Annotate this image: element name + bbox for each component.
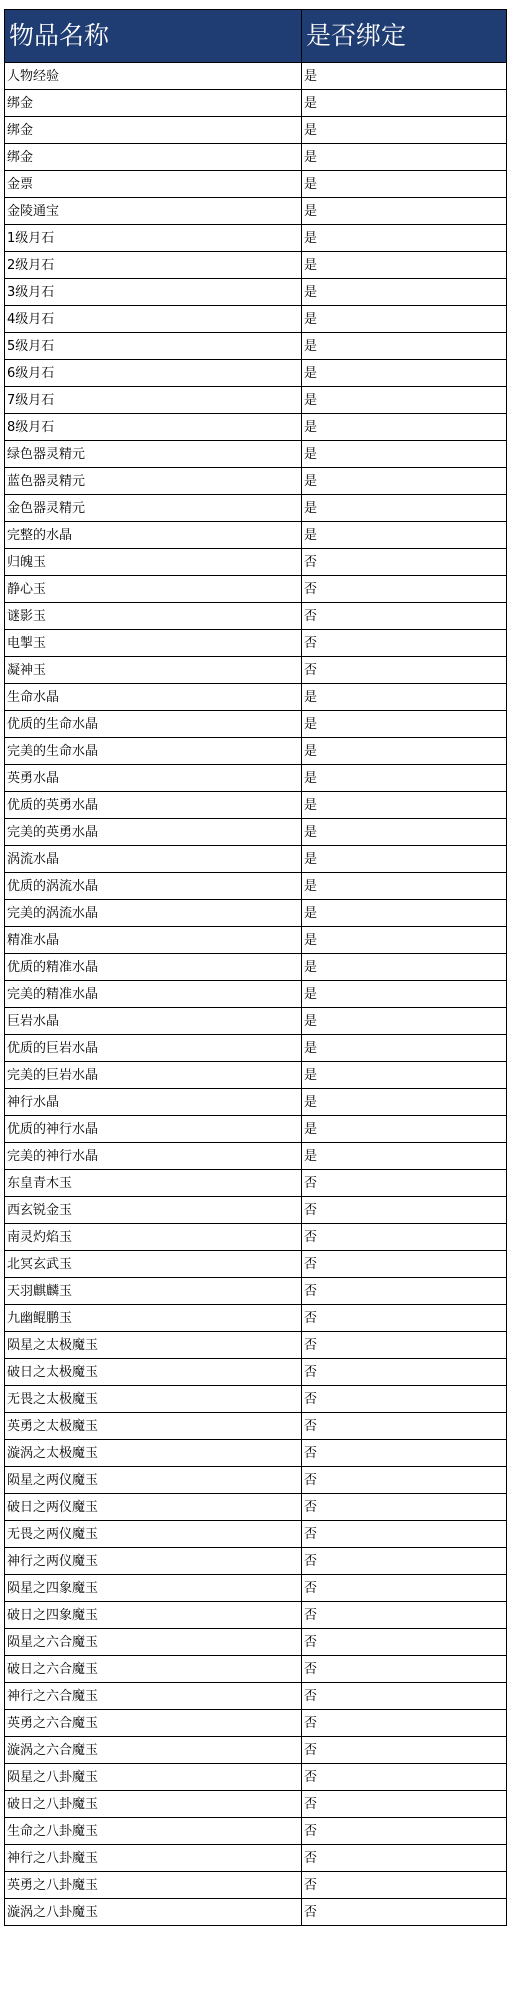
table-row xyxy=(4,440,507,467)
table-row xyxy=(4,1034,507,1061)
item-name-cell[interactable]: 7级月石 xyxy=(4,386,302,414)
item-name-cell[interactable]: 完美的英勇水晶 xyxy=(4,818,302,846)
table-row xyxy=(4,1520,507,1547)
is-bound-cell[interactable]: 否 xyxy=(301,1412,507,1440)
item-name-cell[interactable]: 英勇之六合魔玉 xyxy=(4,1709,302,1737)
spreadsheet-table xyxy=(4,9,507,1925)
is-bound-cell[interactable]: 是 xyxy=(301,980,507,1008)
header-is-bound[interactable]: 是否绑定 xyxy=(301,9,507,63)
item-name-cell[interactable]: 陨星之六合魔玉 xyxy=(4,1628,302,1656)
item-name-cell[interactable]: 漩涡之六合魔玉 xyxy=(4,1736,302,1764)
is-bound-cell[interactable]: 否 xyxy=(301,1385,507,1413)
is-bound-cell[interactable]: 是 xyxy=(301,764,507,792)
item-name-cell[interactable]: 优质的精准水晶 xyxy=(4,953,302,981)
item-name-cell[interactable]: 陨星之四象魔玉 xyxy=(4,1574,302,1602)
table-row xyxy=(4,1007,507,1034)
item-name-cell[interactable]: 6级月石 xyxy=(4,359,302,387)
table-row xyxy=(4,1466,507,1493)
item-name-cell[interactable]: 优质的涡流水晶 xyxy=(4,872,302,900)
item-name-cell[interactable]: 绑金 xyxy=(4,89,302,117)
item-name-cell[interactable]: 优质的生命水晶 xyxy=(4,710,302,738)
item-name-cell[interactable]: 神行水晶 xyxy=(4,1088,302,1116)
item-name-cell[interactable]: 破日之六合魔玉 xyxy=(4,1655,302,1683)
item-name-cell[interactable]: 无畏之太极魔玉 xyxy=(4,1385,302,1413)
item-name-cell[interactable]: 完整的水晶 xyxy=(4,521,302,549)
table-row xyxy=(4,278,507,305)
item-name-cell[interactable]: 涡流水晶 xyxy=(4,845,302,873)
is-bound-cell[interactable]: 否 xyxy=(301,1844,507,1872)
table-row xyxy=(4,737,507,764)
is-bound-cell[interactable]: 是 xyxy=(301,359,507,387)
table-row xyxy=(4,1412,507,1439)
table-row xyxy=(4,683,507,710)
item-name-cell[interactable]: 8级月石 xyxy=(4,413,302,441)
table-row xyxy=(4,1763,507,1790)
table-row xyxy=(4,1169,507,1196)
item-name-cell[interactable]: 巨岩水晶 xyxy=(4,1007,302,1035)
item-name-cell[interactable]: 陨星之太极魔玉 xyxy=(4,1331,302,1359)
table-row xyxy=(4,575,507,602)
item-name-cell[interactable]: 1级月石 xyxy=(4,224,302,252)
is-bound-cell[interactable]: 否 xyxy=(301,1169,507,1197)
table-row xyxy=(4,791,507,818)
item-name-cell[interactable]: 九幽鲲鹏玉 xyxy=(4,1304,302,1332)
is-bound-cell[interactable]: 否 xyxy=(301,1493,507,1521)
is-bound-cell[interactable]: 否 xyxy=(301,1763,507,1791)
table-row xyxy=(4,224,507,251)
is-bound-cell[interactable]: 否 xyxy=(301,1277,507,1305)
is-bound-cell[interactable]: 否 xyxy=(301,1898,507,1926)
table-row xyxy=(4,1790,507,1817)
is-bound-cell[interactable]: 是 xyxy=(301,494,507,522)
table-row xyxy=(4,602,507,629)
item-name-cell[interactable]: 人物经验 xyxy=(4,62,302,90)
item-name-cell[interactable]: 精准水晶 xyxy=(4,926,302,954)
is-bound-cell[interactable]: 否 xyxy=(301,1790,507,1818)
is-bound-cell[interactable]: 是 xyxy=(301,899,507,927)
table-row xyxy=(4,197,507,224)
is-bound-cell[interactable]: 是 xyxy=(301,845,507,873)
table-row xyxy=(4,521,507,548)
item-name-cell[interactable]: 陨星之两仪魔玉 xyxy=(4,1466,302,1494)
item-name-cell[interactable]: 4级月石 xyxy=(4,305,302,333)
is-bound-cell[interactable]: 否 xyxy=(301,1196,507,1224)
is-bound-cell[interactable]: 否 xyxy=(301,1547,507,1575)
item-name-cell[interactable]: 神行之两仪魔玉 xyxy=(4,1547,302,1575)
item-name-cell[interactable]: 完美的精准水晶 xyxy=(4,980,302,1008)
item-name-cell[interactable]: 破日之两仪魔玉 xyxy=(4,1493,302,1521)
is-bound-cell[interactable]: 是 xyxy=(301,1142,507,1170)
table-row xyxy=(4,1196,507,1223)
is-bound-cell[interactable]: 否 xyxy=(301,1304,507,1332)
is-bound-cell[interactable]: 是 xyxy=(301,413,507,441)
table-row xyxy=(4,980,507,1007)
item-name-cell[interactable]: 静心玉 xyxy=(4,575,302,603)
table-row xyxy=(4,629,507,656)
table-row xyxy=(4,1439,507,1466)
is-bound-cell[interactable]: 是 xyxy=(301,1007,507,1035)
is-bound-cell[interactable]: 是 xyxy=(301,305,507,333)
is-bound-cell[interactable]: 是 xyxy=(301,953,507,981)
is-bound-cell[interactable]: 是 xyxy=(301,818,507,846)
table-row xyxy=(4,1736,507,1763)
table-row xyxy=(4,710,507,737)
item-name-cell[interactable]: 3级月石 xyxy=(4,278,302,306)
table-row xyxy=(4,1142,507,1169)
item-name-cell[interactable]: 生命之八卦魔玉 xyxy=(4,1817,302,1845)
item-name-cell[interactable]: 绿色器灵精元 xyxy=(4,440,302,468)
is-bound-cell[interactable]: 否 xyxy=(301,1736,507,1764)
table-row xyxy=(4,332,507,359)
item-name-cell[interactable]: 蓝色器灵精元 xyxy=(4,467,302,495)
item-name-cell[interactable]: 破日之四象魔玉 xyxy=(4,1601,302,1629)
is-bound-cell[interactable]: 是 xyxy=(301,1088,507,1116)
is-bound-cell[interactable]: 否 xyxy=(301,1439,507,1467)
item-name-cell[interactable]: 陨星之八卦魔玉 xyxy=(4,1763,302,1791)
table-row xyxy=(4,899,507,926)
is-bound-cell[interactable]: 否 xyxy=(301,1817,507,1845)
is-bound-cell[interactable]: 是 xyxy=(301,710,507,738)
table-row xyxy=(4,1844,507,1871)
item-name-cell[interactable]: 无畏之两仪魔玉 xyxy=(4,1520,302,1548)
is-bound-cell[interactable]: 否 xyxy=(301,548,507,576)
table-row xyxy=(4,1385,507,1412)
is-bound-cell[interactable]: 否 xyxy=(301,1466,507,1494)
table-row xyxy=(4,953,507,980)
table-row xyxy=(4,386,507,413)
item-name-cell[interactable]: 优质的英勇水晶 xyxy=(4,791,302,819)
is-bound-cell[interactable]: 是 xyxy=(301,926,507,954)
table-row xyxy=(4,1250,507,1277)
table-row xyxy=(4,467,507,494)
is-bound-cell[interactable]: 是 xyxy=(301,467,507,495)
is-bound-cell[interactable]: 是 xyxy=(301,143,507,171)
item-name-cell[interactable]: 完美的巨岩水晶 xyxy=(4,1061,302,1089)
item-name-cell[interactable]: 英勇之八卦魔玉 xyxy=(4,1871,302,1899)
item-name-cell[interactable]: 优质的神行水晶 xyxy=(4,1115,302,1143)
table-row xyxy=(4,1709,507,1736)
table-row xyxy=(4,1655,507,1682)
is-bound-cell[interactable]: 否 xyxy=(301,1331,507,1359)
is-bound-cell[interactable]: 否 xyxy=(301,656,507,684)
is-bound-cell[interactable]: 是 xyxy=(301,278,507,306)
item-name-cell[interactable]: 破日之太极魔玉 xyxy=(4,1358,302,1386)
is-bound-cell[interactable]: 是 xyxy=(301,1034,507,1062)
is-bound-cell[interactable]: 否 xyxy=(301,1358,507,1386)
table-row xyxy=(4,143,507,170)
item-name-cell[interactable]: 凝神玉 xyxy=(4,656,302,684)
item-name-cell[interactable]: 谜影玉 xyxy=(4,602,302,630)
table-row xyxy=(4,1817,507,1844)
table-row xyxy=(4,494,507,521)
table-row xyxy=(4,1358,507,1385)
is-bound-cell[interactable]: 是 xyxy=(301,116,507,144)
item-name-cell[interactable]: 绑金 xyxy=(4,143,302,171)
table-row xyxy=(4,872,507,899)
item-name-cell[interactable]: 金陵通宝 xyxy=(4,197,302,225)
item-name-cell[interactable]: 漩涡之八卦魔玉 xyxy=(4,1898,302,1926)
item-name-cell[interactable]: 完美的生命水晶 xyxy=(4,737,302,765)
table-row xyxy=(4,170,507,197)
table-row xyxy=(4,1061,507,1088)
item-name-cell[interactable]: 神行之六合魔玉 xyxy=(4,1682,302,1710)
is-bound-cell[interactable]: 是 xyxy=(301,170,507,198)
table-row xyxy=(4,116,507,143)
item-name-cell[interactable]: 北冥玄武玉 xyxy=(4,1250,302,1278)
table-row xyxy=(4,1547,507,1574)
table-row xyxy=(4,845,507,872)
item-name-cell[interactable]: 金票 xyxy=(4,170,302,198)
is-bound-cell[interactable]: 是 xyxy=(301,224,507,252)
table-row xyxy=(4,1088,507,1115)
is-bound-cell[interactable]: 否 xyxy=(301,629,507,657)
header-item-name[interactable]: 物品名称 xyxy=(4,9,302,63)
table-row xyxy=(4,1601,507,1628)
is-bound-cell[interactable]: 否 xyxy=(301,1601,507,1629)
is-bound-cell[interactable]: 是 xyxy=(301,251,507,279)
item-name-cell[interactable]: 完美的神行水晶 xyxy=(4,1142,302,1170)
is-bound-cell[interactable]: 是 xyxy=(301,332,507,360)
table-row xyxy=(4,251,507,278)
is-bound-cell[interactable]: 否 xyxy=(301,1250,507,1278)
item-name-cell[interactable]: 东皇青木玉 xyxy=(4,1169,302,1197)
is-bound-cell[interactable]: 是 xyxy=(301,521,507,549)
is-bound-cell[interactable]: 否 xyxy=(301,1655,507,1683)
is-bound-cell[interactable]: 否 xyxy=(301,1223,507,1251)
item-name-cell[interactable]: 完美的涡流水晶 xyxy=(4,899,302,927)
item-name-cell[interactable]: 金色器灵精元 xyxy=(4,494,302,522)
is-bound-cell[interactable]: 是 xyxy=(301,683,507,711)
table-row xyxy=(4,1115,507,1142)
is-bound-cell[interactable]: 否 xyxy=(301,1871,507,1899)
is-bound-cell[interactable]: 否 xyxy=(301,1574,507,1602)
item-name-cell[interactable]: 生命水晶 xyxy=(4,683,302,711)
is-bound-cell[interactable]: 是 xyxy=(301,89,507,117)
table-row xyxy=(4,764,507,791)
is-bound-cell[interactable]: 否 xyxy=(301,575,507,603)
is-bound-cell[interactable]: 是 xyxy=(301,386,507,414)
table-row xyxy=(4,1277,507,1304)
table-row xyxy=(4,1682,507,1709)
is-bound-cell[interactable]: 否 xyxy=(301,602,507,630)
is-bound-cell[interactable]: 是 xyxy=(301,197,507,225)
is-bound-cell[interactable]: 否 xyxy=(301,1709,507,1737)
item-name-cell[interactable]: 神行之八卦魔玉 xyxy=(4,1844,302,1872)
header-row xyxy=(4,9,507,62)
table-row xyxy=(4,818,507,845)
table-row xyxy=(4,1871,507,1898)
item-name-cell[interactable]: 电掣玉 xyxy=(4,629,302,657)
is-bound-cell[interactable]: 是 xyxy=(301,872,507,900)
table-row xyxy=(4,1304,507,1331)
item-name-cell[interactable]: 优质的巨岩水晶 xyxy=(4,1034,302,1062)
table-row xyxy=(4,1574,507,1601)
item-name-cell[interactable]: 天羽麒麟玉 xyxy=(4,1277,302,1305)
table-row xyxy=(4,359,507,386)
is-bound-cell[interactable]: 是 xyxy=(301,440,507,468)
table-row xyxy=(4,413,507,440)
item-name-cell[interactable]: 英勇水晶 xyxy=(4,764,302,792)
table-row xyxy=(4,926,507,953)
table-row xyxy=(4,1898,507,1925)
item-name-cell[interactable]: 绑金 xyxy=(4,116,302,144)
item-name-cell[interactable]: 西玄锐金玉 xyxy=(4,1196,302,1224)
table-row xyxy=(4,62,507,89)
table-row xyxy=(4,548,507,575)
is-bound-cell[interactable]: 是 xyxy=(301,1061,507,1089)
is-bound-cell[interactable]: 否 xyxy=(301,1682,507,1710)
table-body xyxy=(4,62,507,1925)
table-row xyxy=(4,1331,507,1358)
table-row xyxy=(4,305,507,332)
table-row xyxy=(4,1493,507,1520)
is-bound-cell[interactable]: 否 xyxy=(301,1628,507,1656)
table-row xyxy=(4,1223,507,1250)
item-name-cell[interactable]: 英勇之太极魔玉 xyxy=(4,1412,302,1440)
table-row xyxy=(4,89,507,116)
item-name-cell[interactable]: 归魄玉 xyxy=(4,548,302,576)
item-name-cell[interactable]: 5级月石 xyxy=(4,332,302,360)
is-bound-cell[interactable]: 是 xyxy=(301,1115,507,1143)
table-row xyxy=(4,1628,507,1655)
is-bound-cell[interactable]: 是 xyxy=(301,62,507,90)
item-name-cell[interactable]: 破日之八卦魔玉 xyxy=(4,1790,302,1818)
is-bound-cell[interactable]: 是 xyxy=(301,737,507,765)
is-bound-cell[interactable]: 否 xyxy=(301,1520,507,1548)
table-row xyxy=(4,656,507,683)
item-name-cell[interactable]: 南灵灼焰玉 xyxy=(4,1223,302,1251)
is-bound-cell[interactable]: 是 xyxy=(301,791,507,819)
item-name-cell[interactable]: 漩涡之太极魔玉 xyxy=(4,1439,302,1467)
item-name-cell[interactable]: 2级月石 xyxy=(4,251,302,279)
